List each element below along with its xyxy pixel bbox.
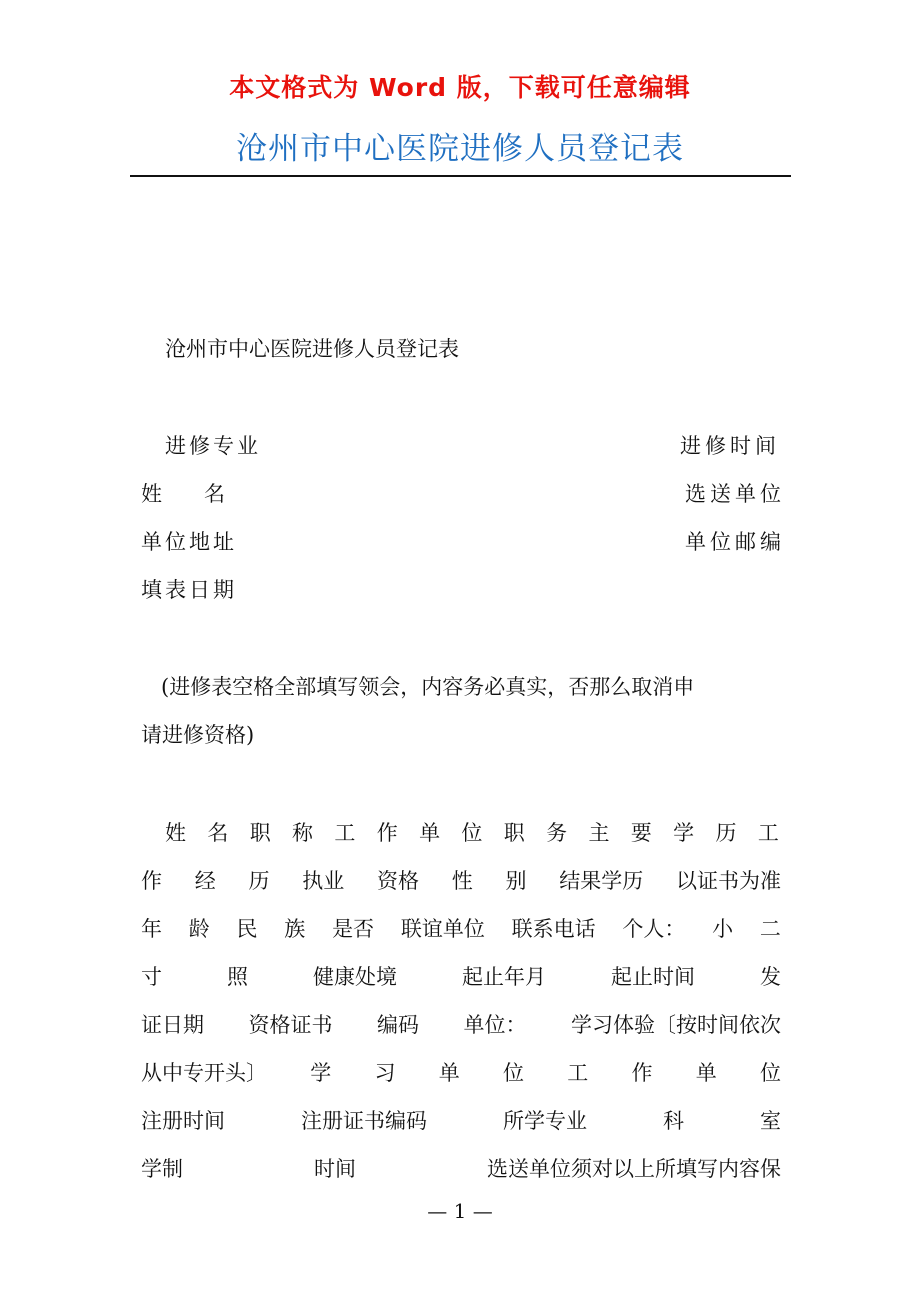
table-text-token: 联谊单位 bbox=[400, 917, 485, 941]
table-text-token: 位 bbox=[461, 821, 483, 845]
form-subtitle: 沧州市中心医院进修人员登记表 bbox=[165, 337, 459, 361]
field-row-date bbox=[141, 572, 781, 608]
table-text-token: 起止时间 bbox=[611, 965, 695, 989]
table-text-token: 历 bbox=[715, 821, 737, 845]
table-text-token: 从中专开头〕 bbox=[141, 1061, 267, 1085]
table-text-token: 结果学历 bbox=[559, 869, 644, 893]
table-text-token: 作 bbox=[141, 869, 162, 893]
address-label: 单位地址 bbox=[141, 530, 237, 554]
specialty-label: 进修专业 bbox=[165, 434, 261, 458]
table-text-token: 职 bbox=[503, 821, 525, 845]
table-text-line bbox=[165, 815, 779, 851]
table-text-token: 学习体验〔按时间依次 bbox=[571, 1013, 781, 1037]
table-text-token: 科 bbox=[663, 1109, 684, 1133]
table-text-line bbox=[141, 1007, 781, 1043]
table-text-token: 别 bbox=[505, 869, 527, 893]
table-text-token: 经 bbox=[194, 869, 216, 893]
table-text-token: 个人： bbox=[622, 917, 686, 941]
table-text-token: 照 bbox=[227, 965, 248, 989]
table-text-token: 小 bbox=[712, 917, 734, 941]
table-text-token: 起止年月 bbox=[462, 965, 546, 989]
table-text-token: 位 bbox=[503, 1061, 524, 1085]
table-text-token: 发 bbox=[760, 965, 781, 989]
table-text-token: 族 bbox=[284, 917, 306, 941]
table-text-token: 民 bbox=[236, 917, 258, 941]
table-text-line bbox=[141, 1055, 781, 1091]
table-text-line bbox=[141, 863, 781, 899]
table-text-token: 单位： bbox=[463, 1013, 527, 1037]
table-text-token: 选送单位须对以上所填写内容保 bbox=[487, 1157, 781, 1181]
field-row-address bbox=[141, 524, 785, 560]
table-text-token: 证日期 bbox=[141, 1013, 204, 1037]
table-text-line bbox=[141, 959, 781, 995]
table-text-token: 单 bbox=[419, 821, 441, 845]
field-row-name bbox=[141, 476, 785, 512]
table-text-token: 龄 bbox=[188, 917, 210, 941]
table-text-token: 名 bbox=[207, 821, 229, 845]
field-row-specialty bbox=[165, 428, 780, 464]
table-text-token: 资格证书 bbox=[248, 1013, 333, 1037]
table-text-token: 主 bbox=[588, 821, 610, 845]
note-line-1: (进修表空格全部填写领会，内容务必真实，否那么取消申 bbox=[161, 675, 695, 699]
table-text-token: 要 bbox=[630, 821, 652, 845]
table-text-token: 位 bbox=[760, 1061, 781, 1085]
table-text-token: 注册证书编码 bbox=[301, 1109, 427, 1133]
table-text-token: 健康处境 bbox=[313, 965, 397, 989]
table-text-token: 资格 bbox=[377, 869, 419, 893]
table-text-token: 工 bbox=[757, 821, 779, 845]
table-text-token: 学 bbox=[673, 821, 695, 845]
table-text-token: 是否 bbox=[332, 917, 375, 941]
table-text-token: 执业 bbox=[302, 869, 345, 893]
editable-banner: 本文格式为 Word 版，下载可任意编辑 bbox=[229, 73, 691, 102]
table-text-token: 学制 bbox=[141, 1157, 183, 1181]
table-text-token: 以证书为准 bbox=[676, 869, 781, 893]
period-label: 进修时间 bbox=[680, 434, 780, 458]
sending-unit-label: 选送单位 bbox=[685, 482, 785, 506]
title-divider bbox=[130, 175, 791, 177]
table-text-token: 寸 bbox=[141, 965, 162, 989]
table-text-token: 室 bbox=[760, 1109, 781, 1133]
table-text-token: 工 bbox=[567, 1061, 589, 1085]
page-number: — 1 — bbox=[427, 1199, 493, 1223]
table-text-token: 联系电话 bbox=[511, 917, 596, 941]
table-text-token: 作 bbox=[376, 821, 398, 845]
table-text-token: 时间 bbox=[314, 1157, 356, 1181]
table-text-token: 作 bbox=[631, 1061, 653, 1085]
table-text-token: 单 bbox=[695, 1061, 717, 1085]
table-text-line bbox=[141, 911, 781, 947]
table-text-token: 年 bbox=[141, 917, 162, 941]
table-text-token: 称 bbox=[292, 821, 314, 845]
table-text-token: 姓 bbox=[165, 821, 186, 845]
table-text-token: 务 bbox=[546, 821, 568, 845]
table-text-token: 学 bbox=[310, 1061, 332, 1085]
table-text-token: 所学专业 bbox=[503, 1109, 587, 1133]
table-text-line bbox=[141, 1103, 781, 1139]
table-text-token: 注册时间 bbox=[141, 1109, 225, 1133]
document-title: 沧州市中心医院进修人员登记表 bbox=[236, 131, 684, 167]
table-text-token: 编码 bbox=[377, 1013, 419, 1037]
table-text-token: 习 bbox=[374, 1061, 396, 1085]
table-text-line bbox=[141, 1151, 781, 1187]
name-label: 姓 名 bbox=[141, 482, 225, 506]
table-text-token: 单 bbox=[438, 1061, 460, 1085]
table-text-token: 历 bbox=[248, 869, 270, 893]
table-text-token: 性 bbox=[451, 869, 473, 893]
date-label: 填表日期 bbox=[141, 578, 237, 602]
table-text-token: 工 bbox=[334, 821, 356, 845]
table-text-token: 职 bbox=[249, 821, 271, 845]
note-line-2: 请进修资格) bbox=[141, 723, 255, 747]
postcode-label: 单位邮编 bbox=[685, 530, 785, 554]
table-text-token: 二 bbox=[759, 917, 781, 941]
